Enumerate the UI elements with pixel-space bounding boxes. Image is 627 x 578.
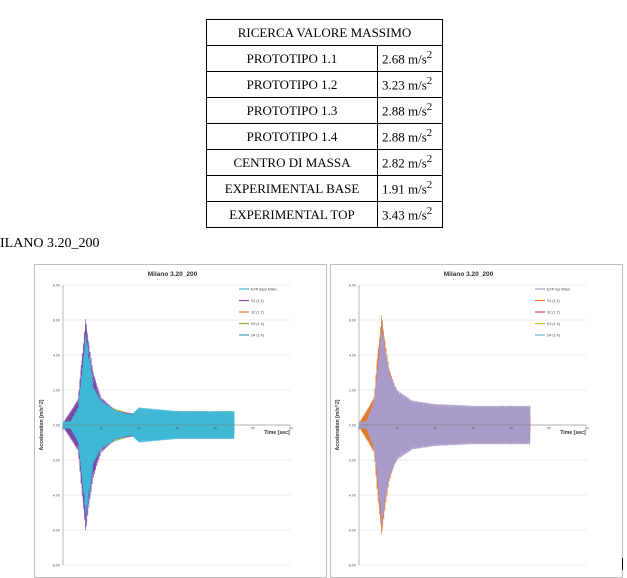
x-tick-label: 40 <box>509 426 513 431</box>
max-value-table <box>206 19 443 228</box>
section-title: ILANO 3.20_200 <box>0 236 100 251</box>
row-value: 1.91 $m/s^2$ <box>378 176 443 202</box>
table-row <box>207 202 443 228</box>
x-axis-label: Time [sec] <box>264 430 290 436</box>
row-value: 2.88 $m/s^2$ <box>378 124 443 150</box>
legend-label: S4 (1.4) <box>251 333 264 338</box>
y-tick-label: 8.00 <box>349 283 356 288</box>
y-tick-label: 2.00 <box>53 388 60 393</box>
row-name: PROTOTIPO 1.1 <box>207 46 378 72</box>
table-row <box>207 150 443 176</box>
y-tick-label: -2.00 <box>347 458 356 463</box>
row-value: 3.43 $m/s^2$ <box>378 202 443 228</box>
edge-mark <box>622 558 623 570</box>
y-axis-label: Acceleration [m/s^2] <box>335 399 341 451</box>
row-name: EXPERIMENTAL BASE <box>207 176 378 202</box>
row-name: CENTRO DI MASSA <box>207 150 378 176</box>
y-tick-label: 6.00 <box>53 318 60 323</box>
table-row <box>207 46 443 72</box>
x-tick-label: 20 <box>433 426 437 431</box>
chart-left-svg <box>35 265 326 577</box>
table-header-row <box>207 20 443 46</box>
legend-label: S1 (1.1) <box>251 298 264 303</box>
row-value: 2.68 $m/s^2$ <box>378 46 443 72</box>
chart-left <box>34 264 327 578</box>
y-tick-label: 4.00 <box>53 353 60 358</box>
table-header: RICERCA VALORE MASSIMO <box>207 20 443 46</box>
legend-label: S2 (1.2) <box>251 310 264 315</box>
legend-label: S3 (1.3) <box>547 321 560 326</box>
y-tick-label: 8.00 <box>53 283 60 288</box>
x-tick-label: 0 <box>62 426 64 431</box>
row-value: 3.23 $m/s^2$ <box>378 72 443 98</box>
x-tick-label: 50 <box>547 426 551 431</box>
legend-label: EXP base Milan <box>251 287 277 292</box>
y-axis-label: Acceleration [m/s^2] <box>39 399 45 451</box>
y-tick-label: -2.00 <box>51 458 60 463</box>
y-tick-label: 2.00 <box>349 388 356 393</box>
y-tick-label: -6.00 <box>347 528 356 533</box>
y-tick-label: -8.00 <box>347 563 356 568</box>
x-tick-label: 30 <box>175 426 179 431</box>
row-name: PROTOTIPO 1.2 <box>207 72 378 98</box>
row-name: EXPERIMENTAL TOP <box>207 202 378 228</box>
x-tick-label: 50 <box>251 426 255 431</box>
x-axis-label: Time [sec] <box>560 430 586 436</box>
row-name: PROTOTIPO 1.3 <box>207 98 378 124</box>
table-row <box>207 72 443 98</box>
x-tick-label: 0 <box>358 426 360 431</box>
legend-label: EXP top Milan <box>547 287 570 292</box>
y-tick-label: 0.00 <box>53 423 60 428</box>
x-tick-label: 10 <box>99 426 103 431</box>
x-tick-label: 40 <box>213 426 217 431</box>
y-tick-label: -6.00 <box>51 528 60 533</box>
x-tick-label: 10 <box>395 426 399 431</box>
y-tick-label: 6.00 <box>349 318 356 323</box>
x-tick-label: 30 <box>471 426 475 431</box>
row-value: 2.82 $m/s^2$ <box>378 150 443 176</box>
y-tick-label: -4.00 <box>51 493 60 498</box>
row-name: PROTOTIPO 1.4 <box>207 124 378 150</box>
chart-title: Milano 3.20_200 <box>147 271 198 278</box>
x-tick-label: 60 <box>289 426 293 431</box>
x-tick-label: 20 <box>137 426 141 431</box>
legend-label: S3 (1.3) <box>251 321 264 326</box>
legend-label: S1 (1.1) <box>547 298 560 303</box>
chart-right <box>330 264 623 578</box>
x-tick-label: 60 <box>585 426 589 431</box>
table-row <box>207 176 443 202</box>
table-row <box>207 98 443 124</box>
y-tick-label: 0.00 <box>349 423 356 428</box>
y-tick-label: -8.00 <box>51 563 60 568</box>
chart-right-svg <box>331 265 622 577</box>
row-value: 2.88 $m/s^2$ <box>378 98 443 124</box>
y-tick-label: -4.00 <box>347 493 356 498</box>
chart-title: Milano 3.20_200 <box>443 271 494 278</box>
legend-label: S4 (1.4) <box>547 333 560 338</box>
y-tick-label: 4.00 <box>349 353 356 358</box>
legend-label: S2 (1.2) <box>547 310 560 315</box>
table-row <box>207 124 443 150</box>
